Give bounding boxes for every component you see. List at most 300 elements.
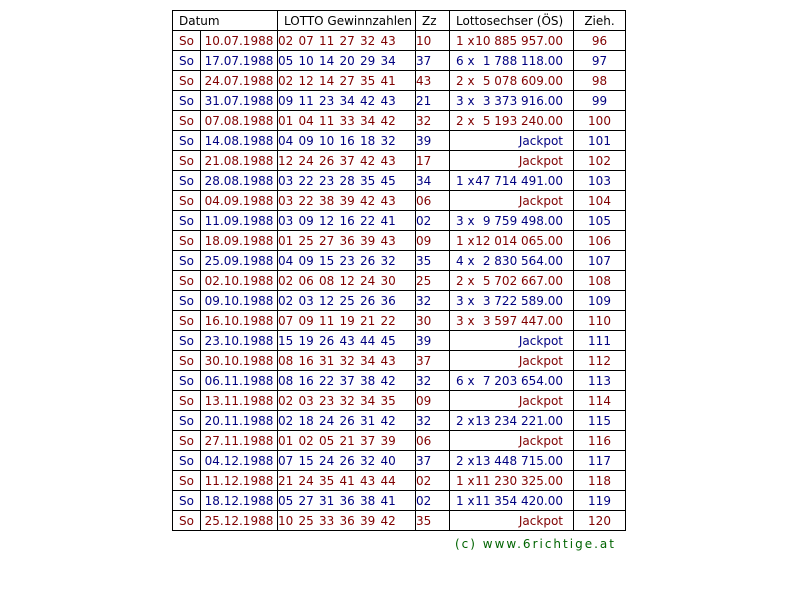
winning-number: 09	[298, 133, 314, 148]
jackpot-winners-cell	[450, 131, 574, 151]
draw-number-cell: 98	[574, 71, 626, 91]
winning-number: 27	[339, 73, 355, 88]
winning-numbers-cell	[278, 191, 416, 211]
winning-number: 35	[360, 73, 376, 88]
table-row	[173, 211, 626, 231]
date-cell: 30.10.1988	[201, 351, 278, 371]
date-cell: 25.09.1988	[201, 251, 278, 271]
winning-number: 38	[360, 373, 376, 388]
winning-number: 11	[319, 33, 335, 48]
payout-amount: 11 354 420.00	[475, 494, 563, 508]
winning-number: 26	[360, 253, 376, 268]
payout-amount: 5 702 667.00	[482, 274, 563, 288]
winning-number: 39	[380, 433, 396, 448]
winning-number: 12	[278, 153, 294, 168]
winning-number: 15	[278, 333, 294, 348]
winning-number: 21	[278, 473, 294, 488]
table-row	[173, 491, 626, 511]
payout-amount: 10 885 957.00	[475, 34, 563, 48]
winning-number: 19	[298, 333, 314, 348]
winning-number: 21	[339, 433, 355, 448]
winning-number: 37	[360, 433, 376, 448]
winning-number: 04	[278, 133, 294, 148]
weekday-cell: So	[173, 291, 201, 311]
winning-number: 24	[298, 473, 314, 488]
winning-number: 37	[339, 373, 355, 388]
winning-numbers-cell	[278, 491, 416, 511]
winning-number: 41	[339, 473, 355, 488]
table-row	[173, 471, 626, 491]
winning-number: 35	[360, 173, 376, 188]
winning-number: 02	[278, 293, 294, 308]
weekday-cell: So	[173, 511, 201, 531]
draw-number-cell: 97	[574, 51, 626, 71]
winning-number: 11	[298, 93, 314, 108]
winning-number: 10	[298, 53, 314, 68]
jackpot-winners-cell	[450, 71, 574, 91]
bonus-number-cell: 37	[416, 451, 450, 471]
jackpot-winners-cell	[450, 511, 574, 531]
weekday-cell: So	[173, 251, 201, 271]
winning-number: 42	[380, 513, 396, 528]
winning-number: 23	[319, 393, 335, 408]
draw-number-cell: 99	[574, 91, 626, 111]
winning-number: 09	[298, 253, 314, 268]
bonus-number-cell: 10	[416, 31, 450, 51]
weekday-cell: So	[173, 331, 201, 351]
winning-numbers-cell	[278, 331, 416, 351]
weekday-cell: So	[173, 311, 201, 331]
winning-number: 25	[298, 233, 314, 248]
winning-numbers-cell	[278, 311, 416, 331]
winning-number: 34	[360, 393, 376, 408]
bonus-number-cell: 17	[416, 151, 450, 171]
jackpot-winners-cell	[450, 471, 574, 491]
date-cell: 27.11.1988	[201, 431, 278, 451]
payout-amount: 47 714 491.00	[475, 174, 563, 188]
payout-amount: 3 597 447.00	[482, 314, 563, 328]
draw-number-cell: 101	[574, 131, 626, 151]
bonus-number-cell: 30	[416, 311, 450, 331]
winning-number: 41	[380, 493, 396, 508]
payout-amount: 5 193 240.00	[482, 114, 563, 128]
weekday-cell: So	[173, 391, 201, 411]
bonus-number-cell: 25	[416, 271, 450, 291]
jackpot-winners-cell	[450, 111, 574, 131]
payout-amount: 12 014 065.00	[475, 234, 563, 248]
table-row	[173, 71, 626, 91]
jackpot-winners-cell	[450, 231, 574, 251]
winning-number: 44	[380, 473, 396, 488]
winning-number: 38	[319, 193, 335, 208]
table-row	[173, 171, 626, 191]
winning-number: 25	[298, 513, 314, 528]
winning-number: 28	[339, 173, 355, 188]
jackpot-winners-cell	[450, 391, 574, 411]
jackpot-winners-cell	[450, 351, 574, 371]
bonus-number-cell: 35	[416, 251, 450, 271]
weekday-cell: So	[173, 471, 201, 491]
payout-amount: 13 448 715.00	[475, 454, 563, 468]
winning-number: 12	[298, 73, 314, 88]
winner-count: 1 x	[456, 474, 475, 488]
winning-number: 15	[319, 253, 335, 268]
winning-number: 05	[278, 53, 294, 68]
winning-number: 18	[298, 413, 314, 428]
bonus-number-cell: 06	[416, 431, 450, 451]
weekday-cell: So	[173, 71, 201, 91]
winning-numbers-cell	[278, 411, 416, 431]
winning-numbers-cell	[278, 231, 416, 251]
winning-number: 08	[319, 273, 335, 288]
table-row	[173, 271, 626, 291]
winner-count: 1 x	[456, 494, 475, 508]
payout-amount: 13 234 221.00	[475, 414, 563, 428]
winning-number: 02	[278, 73, 294, 88]
winning-number: 37	[339, 153, 355, 168]
weekday-cell: So	[173, 191, 201, 211]
lotto-results-table	[172, 10, 626, 531]
bonus-number-cell: 06	[416, 191, 450, 211]
winning-numbers-cell	[278, 171, 416, 191]
winner-count: 3 x	[456, 94, 475, 108]
winning-number: 41	[380, 213, 396, 228]
winning-number: 03	[278, 213, 294, 228]
winning-number: 32	[380, 253, 396, 268]
winning-number: 22	[380, 313, 396, 328]
payout-amount: 5 078 609.00	[482, 74, 563, 88]
winning-number: 12	[319, 293, 335, 308]
winning-number: 24	[319, 453, 335, 468]
date-cell: 02.10.1988	[201, 271, 278, 291]
payout-amount: 9 759 498.00	[482, 214, 563, 228]
table-row	[173, 331, 626, 351]
payout-amount: 3 722 589.00	[482, 294, 563, 308]
jackpot-winners-cell	[450, 431, 574, 451]
winner-count: 3 x	[456, 214, 475, 228]
winner-count: 2 x	[456, 74, 475, 88]
weekday-cell: So	[173, 151, 201, 171]
date-cell: 24.07.1988	[201, 71, 278, 91]
date-cell: 13.11.1988	[201, 391, 278, 411]
winning-number: 45	[380, 333, 396, 348]
bonus-number-cell: 32	[416, 111, 450, 131]
winning-number: 42	[360, 193, 376, 208]
draw-number-cell: 102	[574, 151, 626, 171]
draw-number-cell: 110	[574, 311, 626, 331]
winning-numbers-cell	[278, 71, 416, 91]
winner-count: 1 x	[456, 34, 475, 48]
winning-number: 43	[380, 353, 396, 368]
table-row	[173, 431, 626, 451]
winning-number: 36	[339, 513, 355, 528]
weekday-cell: So	[173, 231, 201, 251]
winning-number: 45	[380, 173, 396, 188]
date-cell: 21.08.1988	[201, 151, 278, 171]
winning-number: 24	[319, 413, 335, 428]
table-row	[173, 451, 626, 471]
winning-number: 11	[319, 313, 335, 328]
payout-amount: 1 788 118.00	[482, 54, 563, 68]
winning-numbers-cell	[278, 371, 416, 391]
winner-count: 1 x	[456, 234, 475, 248]
winning-number: 15	[298, 453, 314, 468]
winning-number: 22	[319, 373, 335, 388]
date-cell: 20.11.1988	[201, 411, 278, 431]
date-cell: 16.10.1988	[201, 311, 278, 331]
winning-number: 36	[339, 233, 355, 248]
table-row	[173, 111, 626, 131]
winning-number: 25	[339, 293, 355, 308]
winning-numbers-cell	[278, 211, 416, 231]
winning-number: 12	[339, 273, 355, 288]
winning-number: 35	[319, 473, 335, 488]
draw-number-cell: 113	[574, 371, 626, 391]
winning-number: 32	[339, 393, 355, 408]
winning-number: 31	[319, 353, 335, 368]
winner-count: 3 x	[456, 294, 475, 308]
table-row	[173, 91, 626, 111]
weekday-cell: So	[173, 211, 201, 231]
payout-amount: Jackpot	[518, 334, 563, 348]
bonus-number-cell: 37	[416, 51, 450, 71]
winning-number: 36	[339, 493, 355, 508]
draw-number-cell: 108	[574, 271, 626, 291]
payout-amount: Jackpot	[518, 354, 563, 368]
jackpot-winners-cell	[450, 311, 574, 331]
jackpot-winners-cell	[450, 411, 574, 431]
jackpot-winners-cell	[450, 91, 574, 111]
winning-number: 32	[360, 33, 376, 48]
weekday-cell: So	[173, 491, 201, 511]
bonus-number-cell: 09	[416, 391, 450, 411]
winning-number: 39	[360, 233, 376, 248]
jackpot-winners-cell	[450, 31, 574, 51]
winning-number: 43	[360, 473, 376, 488]
winning-number: 01	[278, 113, 294, 128]
winning-number: 44	[360, 333, 376, 348]
draw-number-cell: 114	[574, 391, 626, 411]
winning-number: 03	[278, 173, 294, 188]
payout-amount: Jackpot	[518, 394, 563, 408]
bonus-number-cell: 02	[416, 491, 450, 511]
bonus-number-cell: 35	[416, 511, 450, 531]
winning-number: 01	[278, 433, 294, 448]
winning-number: 27	[319, 233, 335, 248]
winning-number: 02	[278, 413, 294, 428]
winning-number: 21	[360, 313, 376, 328]
header-ziehung: Zieh.	[574, 11, 626, 31]
winning-number: 16	[339, 213, 355, 228]
weekday-cell: So	[173, 111, 201, 131]
winning-numbers-cell	[278, 351, 416, 371]
jackpot-winners-cell	[450, 191, 574, 211]
winning-number: 26	[319, 153, 335, 168]
winning-number: 43	[380, 33, 396, 48]
winning-number: 22	[360, 213, 376, 228]
winning-number: 33	[319, 513, 335, 528]
bonus-number-cell: 39	[416, 331, 450, 351]
winner-count: 6 x	[456, 374, 475, 388]
date-cell: 07.08.1988	[201, 111, 278, 131]
winning-number: 16	[298, 373, 314, 388]
draw-number-cell: 105	[574, 211, 626, 231]
winning-number: 31	[319, 493, 335, 508]
jackpot-winners-cell	[450, 211, 574, 231]
copyright-credit: (c) www.6richtige.at	[455, 537, 616, 551]
winning-number: 39	[360, 513, 376, 528]
winning-number: 04	[298, 113, 314, 128]
draw-number-cell: 109	[574, 291, 626, 311]
winner-count: 6 x	[456, 54, 475, 68]
winning-number: 10	[278, 513, 294, 528]
table-row	[173, 311, 626, 331]
draw-number-cell: 107	[574, 251, 626, 271]
winning-number: 23	[319, 173, 335, 188]
winning-number: 26	[339, 413, 355, 428]
winning-numbers-cell	[278, 131, 416, 151]
winning-number: 24	[298, 153, 314, 168]
winning-numbers-cell	[278, 431, 416, 451]
winning-number: 10	[319, 133, 335, 148]
winning-number: 07	[298, 33, 314, 48]
winner-count: 2 x	[456, 454, 475, 468]
table-row	[173, 151, 626, 171]
winning-number: 05	[278, 493, 294, 508]
jackpot-winners-cell	[450, 171, 574, 191]
winning-number: 43	[380, 233, 396, 248]
bonus-number-cell: 02	[416, 211, 450, 231]
bonus-number-cell: 32	[416, 291, 450, 311]
header-gewinnzahlen: LOTTO Gewinnzahlen	[278, 11, 416, 31]
header-row	[173, 11, 626, 31]
winning-number: 34	[339, 93, 355, 108]
jackpot-winners-cell	[450, 251, 574, 271]
table-row	[173, 371, 626, 391]
weekday-cell: So	[173, 451, 201, 471]
draw-number-cell: 117	[574, 451, 626, 471]
date-cell: 28.08.1988	[201, 171, 278, 191]
jackpot-winners-cell	[450, 51, 574, 71]
winning-numbers-cell	[278, 91, 416, 111]
bonus-number-cell: 32	[416, 371, 450, 391]
winning-number: 42	[380, 113, 396, 128]
winning-number: 34	[360, 113, 376, 128]
winning-number: 03	[298, 293, 314, 308]
date-cell: 23.10.1988	[201, 331, 278, 351]
winning-number: 42	[360, 153, 376, 168]
winning-numbers-cell	[278, 31, 416, 51]
winning-number: 40	[380, 453, 396, 468]
payout-amount: Jackpot	[518, 154, 563, 168]
winning-number: 29	[360, 53, 376, 68]
winning-number: 34	[360, 353, 376, 368]
date-cell: 06.11.1988	[201, 371, 278, 391]
winning-number: 02	[298, 433, 314, 448]
weekday-cell: So	[173, 351, 201, 371]
draw-number-cell: 103	[574, 171, 626, 191]
winning-number: 09	[298, 313, 314, 328]
table-row	[173, 391, 626, 411]
jackpot-winners-cell	[450, 371, 574, 391]
table-row	[173, 411, 626, 431]
winning-number: 02	[278, 273, 294, 288]
winning-numbers-cell	[278, 511, 416, 531]
date-cell: 31.07.1988	[201, 91, 278, 111]
weekday-cell: So	[173, 131, 201, 151]
winner-count: 2 x	[456, 114, 475, 128]
draw-number-cell: 96	[574, 31, 626, 51]
table-row	[173, 511, 626, 531]
winner-count: 4 x	[456, 254, 475, 268]
table-row	[173, 191, 626, 211]
draw-number-cell: 106	[574, 231, 626, 251]
weekday-cell: So	[173, 431, 201, 451]
table-row	[173, 291, 626, 311]
winning-number: 16	[339, 133, 355, 148]
weekday-cell: So	[173, 91, 201, 111]
jackpot-winners-cell	[450, 271, 574, 291]
payout-amount: 2 830 564.00	[482, 254, 563, 268]
draw-number-cell: 115	[574, 411, 626, 431]
winning-number: 34	[380, 53, 396, 68]
payout-amount: 11 230 325.00	[475, 474, 563, 488]
bonus-number-cell: 43	[416, 71, 450, 91]
date-cell: 18.09.1988	[201, 231, 278, 251]
winning-numbers-cell	[278, 471, 416, 491]
winning-number: 36	[380, 293, 396, 308]
winner-count: 1 x	[456, 174, 475, 188]
date-cell: 09.10.1988	[201, 291, 278, 311]
weekday-cell: So	[173, 411, 201, 431]
date-cell: 04.09.1988	[201, 191, 278, 211]
date-cell: 11.09.1988	[201, 211, 278, 231]
winning-number: 31	[360, 413, 376, 428]
draw-number-cell: 100	[574, 111, 626, 131]
jackpot-winners-cell	[450, 331, 574, 351]
winning-number: 42	[360, 93, 376, 108]
winning-number: 23	[319, 93, 335, 108]
winning-number: 12	[319, 213, 335, 228]
winning-number: 18	[360, 133, 376, 148]
weekday-cell: So	[173, 171, 201, 191]
winning-number: 26	[360, 293, 376, 308]
winning-number: 04	[278, 253, 294, 268]
winning-number: 02	[278, 33, 294, 48]
winning-number: 39	[339, 193, 355, 208]
winning-number: 26	[319, 333, 335, 348]
winning-number: 14	[319, 73, 335, 88]
table-row	[173, 231, 626, 251]
winning-number: 22	[298, 193, 314, 208]
winning-number: 43	[339, 333, 355, 348]
bonus-number-cell: 02	[416, 471, 450, 491]
draw-number-cell: 120	[574, 511, 626, 531]
winning-numbers-cell	[278, 251, 416, 271]
winning-number: 09	[278, 93, 294, 108]
date-cell: 25.12.1988	[201, 511, 278, 531]
table-row	[173, 131, 626, 151]
winning-number: 35	[380, 393, 396, 408]
draw-number-cell: 111	[574, 331, 626, 351]
weekday-cell: So	[173, 371, 201, 391]
header-datum: Datum	[173, 11, 278, 31]
winning-number: 23	[339, 253, 355, 268]
winning-number: 41	[380, 73, 396, 88]
table-row	[173, 351, 626, 371]
winning-numbers-cell	[278, 51, 416, 71]
bonus-number-cell: 21	[416, 91, 450, 111]
